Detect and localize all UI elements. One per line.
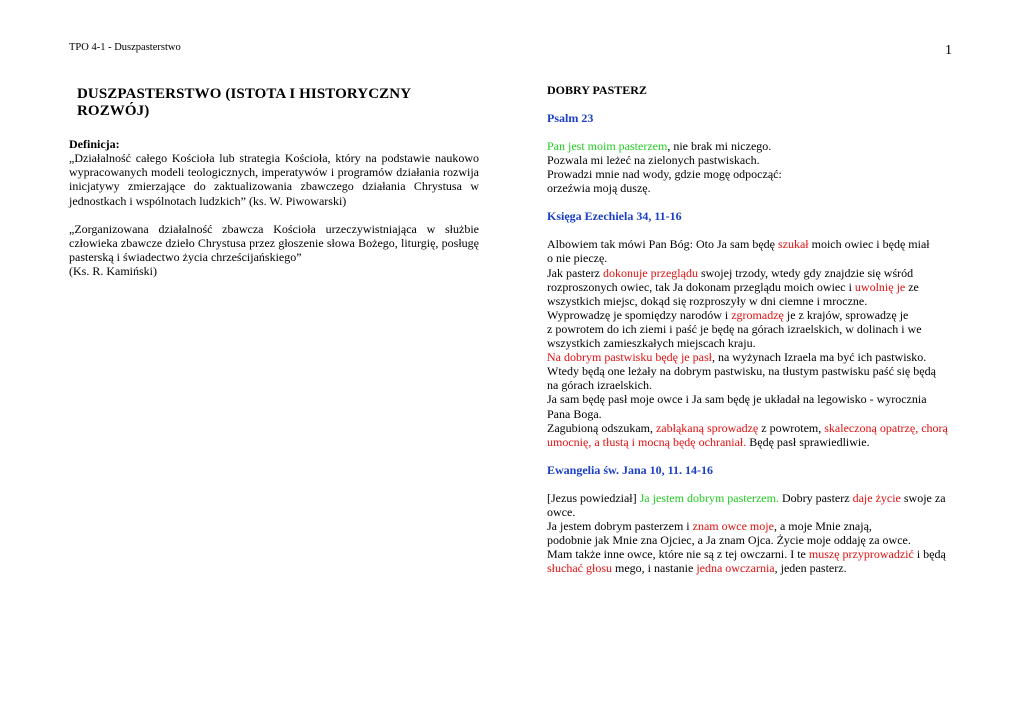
page-title: DUSZPASTERSTWO (ISTOTA I HISTORYCZNY ROZWÓJ) [77,86,411,119]
second-definition-author: (Ks. R. Kamiński) [69,264,157,279]
jan-title: Ewangelia św. Jana 10, 11. 14-16 [547,462,714,477]
section-heading: DOBRY PASTERZ [547,83,647,97]
definition-label: Definicja: [69,137,120,151]
jan-text: [Jezus powiedział] Ja jestem dobrym pasterzem. Dobry pasterz daje życie swoje za owce. Ja jestem dobrym pasterzem i znam owce moje, a moje Mnie znają, podobnie jak Mnie zna Ojciec, a Ja znam Ojca. Życie moje oddaję za owce. Mam także inne owce, które nie są z tej owczarni. I te muszę przyprowadzić i będą słuchać głosu mego, i nastanie jedna owczarnia, jeden pasterz. [547,490,946,576]
running-header: TPO 4-1 - Duszpasterstwo [69,42,181,53]
ezechiel-title: Księga Ezechiela 34, 11-16 [547,209,682,224]
psalm-text: Pan jest moim pasterzem, nie brak mi niczego. Pozwala mi leżeć na zielonych pastwiskach. Prowadzi mnie nad wody, gdzie mogę odpocząć: orzeźwia moją duszę. [547,139,782,196]
second-definition-text: „Zorganizowana działalność zbawcza Kościoła urzeczywistniająca w służbie człowieka zbawcze dzieło Chrystusa przez głoszenie słowa Bożego, liturgię, posługę pasterską i świadectwo życia chrześcijańskiego” [69,221,479,265]
page-number: 1 [945,43,952,58]
psalm-highlight: Pan jest moim pasterzem [547,139,668,153]
definition-text: „Działalność całego Kościoła lub strategia Kościoła, który na podstawie naukowo wypracowanych modeli teologicznych, imperatywów i programów działania rozwija inicjatywy zmierzające do zaktualizowania zbawczego działania Chrystusa w jednostkach i wspólnotach ludzkich” (ks. W. Piwowarski) [69,151,479,208]
left-column [69,86,479,279]
right-column [547,80,955,575]
ezechiel-text: Albowiem tak mówi Pan Bóg: Oto Ja sam będę szukał moich owiec i będę miał o nie pieczę. Jak pasterz dokonuje przeglądu swojej trzody, wtedy gdy znajdzie się wśród rozproszonych owiec, tak Ja dokonam przeglądu moich owiec i uwolnię je ze wszystkich miejsc, dokąd się rozproszyły w dni ciemne i mroczne. Wyprowadzę je spomiędzy narodów i zgromadzę je z krajów, sprowadzę je z powrotem do ich ziemi i paść je będę na górach izraelskich, w dolinach i we wszystkich zamieszkałych miejscach kraju. Na dobrym pastwisku będę je pasł, na wyżynach Izraela ma być ich pastwisko. Wtedy będą one leżały na dobrym pastwisku, na tłustym pastwisku paść się będą na górach izraelskich. Ja sam będę pasł moje owce i Ja sam będę je układał na legowisko - wyrocznia Pana Boga. Zagubioną odszukam, zabłąkaną sprowadzę z powrotem, skaleczoną opatrzę, chorą umocnię, a tłustą i mocną będę ochraniał. Będę pasł sprawiedliwie. [547,237,948,449]
psalm-title: Psalm 23 [547,111,594,125]
